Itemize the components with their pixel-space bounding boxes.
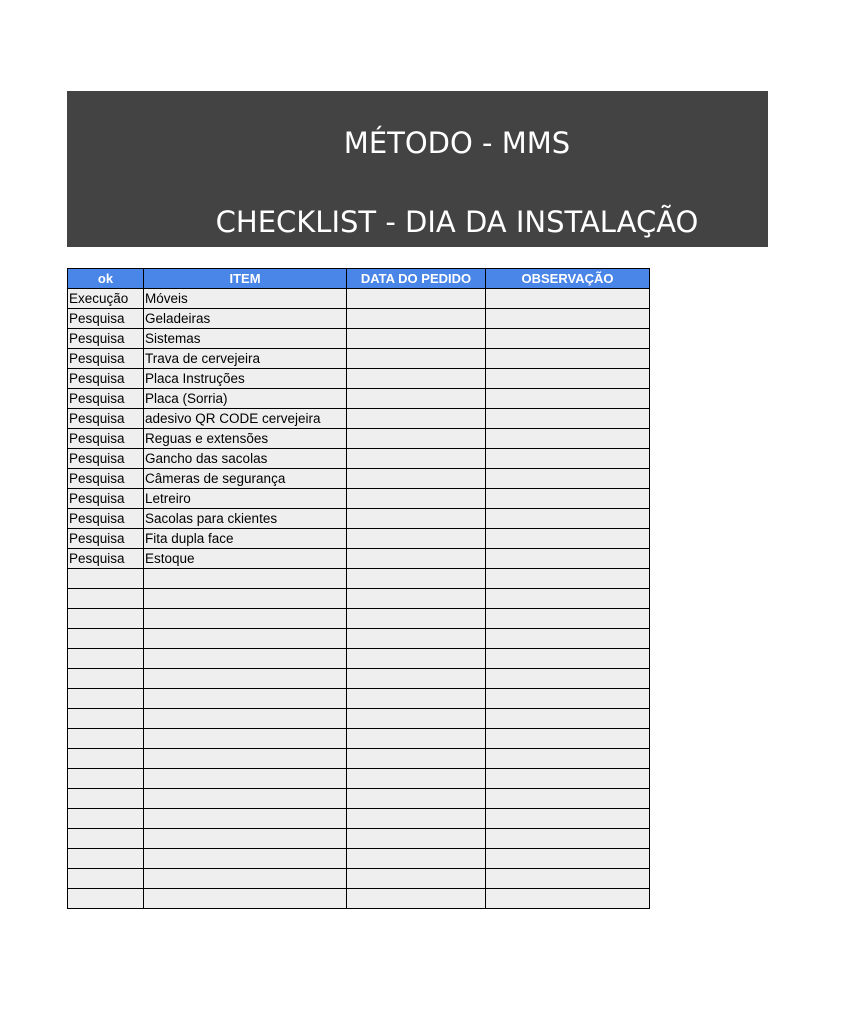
cell-status[interactable] [68, 749, 144, 769]
table-row [68, 729, 650, 749]
cell-status[interactable]: Pesquisa [68, 469, 144, 489]
cell-order-date[interactable] [347, 689, 486, 709]
cell-status[interactable]: Execução [68, 289, 144, 309]
cell-item[interactable]: Estoque [144, 549, 347, 569]
cell-status[interactable] [68, 569, 144, 589]
cell-item[interactable]: Câmeras de segurança [144, 469, 347, 489]
title-clip [67, 91, 699, 247]
cell-observation[interactable] [486, 829, 650, 849]
table-row [68, 369, 650, 389]
cell-order-date[interactable] [347, 649, 486, 669]
cell-observation[interactable] [486, 889, 650, 909]
cell-observation[interactable] [486, 769, 650, 789]
cell-status[interactable] [68, 849, 144, 869]
cell-order-date[interactable] [347, 389, 486, 409]
table-row [68, 469, 650, 489]
cell-status[interactable] [68, 689, 144, 709]
cell-observation[interactable] [486, 649, 650, 669]
cell-item[interactable] [144, 649, 347, 669]
cell-order-date[interactable] [347, 289, 486, 309]
page-subtitle: CHECKLIST - DIA DA INSTALAÇÃO [215, 205, 699, 239]
table-row [68, 489, 650, 509]
cell-item[interactable] [144, 569, 347, 589]
cell-status[interactable]: Pesquisa [68, 349, 144, 369]
cell-order-date[interactable] [347, 469, 486, 489]
page-title: MÉTODO - MMS [343, 126, 571, 160]
cell-order-date[interactable] [347, 569, 486, 589]
checklist-table [67, 268, 650, 909]
cell-observation[interactable] [486, 529, 650, 549]
cell-order-date[interactable] [347, 709, 486, 729]
table-row [68, 389, 650, 409]
cell-item[interactable] [144, 769, 347, 789]
cell-observation[interactable] [486, 729, 650, 749]
cell-item[interactable] [144, 749, 347, 769]
cell-order-date[interactable] [347, 509, 486, 529]
cell-order-date[interactable] [347, 609, 486, 629]
cell-observation[interactable] [486, 629, 650, 649]
cell-order-date[interactable] [347, 409, 486, 429]
title-banner [67, 91, 768, 247]
table-row [68, 849, 650, 869]
cell-status[interactable]: Pesquisa [68, 329, 144, 349]
cell-observation[interactable] [486, 709, 650, 729]
cell-item[interactable]: Placa (Sorria) [144, 389, 347, 409]
cell-order-date[interactable] [347, 889, 486, 909]
cell-status[interactable] [68, 589, 144, 609]
table-body [68, 289, 650, 909]
cell-observation[interactable] [486, 349, 650, 369]
cell-item[interactable] [144, 629, 347, 649]
cell-status[interactable]: Pesquisa [68, 369, 144, 389]
table-row [68, 449, 650, 469]
cell-order-date[interactable] [347, 329, 486, 349]
cell-item[interactable] [144, 849, 347, 869]
cell-item[interactable] [144, 609, 347, 629]
cell-item[interactable]: Letreiro [144, 489, 347, 509]
cell-item[interactable]: Geladeiras [144, 309, 347, 329]
cell-order-date[interactable] [347, 369, 486, 389]
cell-observation[interactable] [486, 329, 650, 349]
cell-observation[interactable] [486, 469, 650, 489]
cell-status[interactable] [68, 649, 144, 669]
cell-observation[interactable] [486, 549, 650, 569]
cell-order-date[interactable] [347, 529, 486, 549]
cell-status[interactable] [68, 829, 144, 849]
table-row [68, 769, 650, 789]
cell-order-date[interactable] [347, 749, 486, 769]
cell-status[interactable] [68, 889, 144, 909]
table-row [68, 649, 650, 669]
table-row [68, 609, 650, 629]
cell-order-date[interactable] [347, 589, 486, 609]
cell-observation[interactable] [486, 309, 650, 329]
cell-item[interactable] [144, 729, 347, 749]
cell-status[interactable] [68, 769, 144, 789]
cell-observation[interactable] [486, 409, 650, 429]
cell-status[interactable]: Pesquisa [68, 549, 144, 569]
cell-status[interactable] [68, 809, 144, 829]
table-row [68, 809, 650, 829]
cell-order-date[interactable] [347, 669, 486, 689]
cell-observation[interactable] [486, 389, 650, 409]
cell-item[interactable] [144, 669, 347, 689]
table-row [68, 349, 650, 369]
cell-item[interactable]: Reguas e extensões [144, 429, 347, 449]
cell-order-date[interactable] [347, 789, 486, 809]
table-header-row [68, 269, 650, 289]
cell-observation[interactable] [486, 569, 650, 589]
table-row [68, 669, 650, 689]
table-row [68, 869, 650, 889]
cell-order-date[interactable] [347, 769, 486, 789]
cell-order-date[interactable] [347, 829, 486, 849]
table-row [68, 409, 650, 429]
column-header-item[interactable]: ITEM [144, 269, 347, 289]
table-row [68, 709, 650, 729]
cell-observation[interactable] [486, 489, 650, 509]
table-row [68, 329, 650, 349]
cell-item[interactable]: Sacolas para ckientes [144, 509, 347, 529]
cell-observation[interactable] [486, 369, 650, 389]
cell-observation[interactable] [486, 849, 650, 869]
cell-status[interactable] [68, 729, 144, 749]
cell-observation[interactable] [486, 749, 650, 769]
cell-status[interactable] [68, 609, 144, 629]
cell-status[interactable]: Pesquisa [68, 389, 144, 409]
cell-observation[interactable] [486, 809, 650, 829]
cell-order-date[interactable] [347, 449, 486, 469]
cell-status[interactable]: Pesquisa [68, 529, 144, 549]
cell-status[interactable] [68, 669, 144, 689]
cell-observation[interactable] [486, 589, 650, 609]
cell-item[interactable] [144, 789, 347, 809]
table-row [68, 789, 650, 809]
cell-item[interactable]: Placa Instruções [144, 369, 347, 389]
table-row [68, 429, 650, 449]
cell-order-date[interactable] [347, 489, 486, 509]
table-row [68, 529, 650, 549]
cell-item[interactable]: Trava de cervejeira [144, 349, 347, 369]
cell-item[interactable] [144, 589, 347, 609]
cell-status[interactable]: Pesquisa [68, 509, 144, 529]
cell-order-date[interactable] [347, 549, 486, 569]
cell-item[interactable] [144, 829, 347, 849]
cell-status[interactable]: Pesquisa [68, 409, 144, 429]
cell-observation[interactable] [486, 669, 650, 689]
cell-item[interactable] [144, 709, 347, 729]
cell-item[interactable] [144, 689, 347, 709]
cell-order-date[interactable] [347, 429, 486, 449]
cell-observation[interactable] [486, 429, 650, 449]
cell-observation[interactable] [486, 609, 650, 629]
cell-status[interactable] [68, 629, 144, 649]
cell-status[interactable]: Pesquisa [68, 429, 144, 449]
cell-item[interactable]: Fita dupla face [144, 529, 347, 549]
cell-observation[interactable] [486, 789, 650, 809]
table-row [68, 309, 650, 329]
cell-item[interactable]: Móveis [144, 289, 347, 309]
column-header-order-date[interactable]: DATA DO PEDIDO [347, 269, 486, 289]
cell-item[interactable] [144, 809, 347, 829]
table-row [68, 829, 650, 849]
column-header-observation[interactable]: OBSERVAÇÃO [486, 269, 650, 289]
table-row [68, 549, 650, 569]
cell-order-date[interactable] [347, 349, 486, 369]
table-row [68, 289, 650, 309]
cell-observation[interactable] [486, 689, 650, 709]
cell-order-date[interactable] [347, 309, 486, 329]
cell-status[interactable] [68, 869, 144, 889]
cell-status[interactable] [68, 709, 144, 729]
cell-status[interactable]: Pesquisa [68, 489, 144, 509]
cell-item[interactable] [144, 869, 347, 889]
cell-order-date[interactable] [347, 629, 486, 649]
table-row [68, 689, 650, 709]
cell-observation[interactable] [486, 289, 650, 309]
cell-status[interactable]: Pesquisa [68, 309, 144, 329]
cell-order-date[interactable] [347, 849, 486, 869]
cell-observation[interactable] [486, 869, 650, 889]
table-row [68, 569, 650, 589]
cell-order-date[interactable] [347, 869, 486, 889]
table-row [68, 589, 650, 609]
table-row [68, 749, 650, 769]
cell-observation[interactable] [486, 449, 650, 469]
cell-order-date[interactable] [347, 729, 486, 749]
cell-item[interactable]: Gancho das sacolas [144, 449, 347, 469]
cell-observation[interactable] [486, 509, 650, 529]
table-row [68, 509, 650, 529]
cell-item[interactable]: adesivo QR CODE cervejeira [144, 409, 347, 429]
cell-status[interactable] [68, 789, 144, 809]
table-row [68, 889, 650, 909]
cell-item[interactable] [144, 889, 347, 909]
cell-status[interactable]: Pesquisa [68, 449, 144, 469]
cell-item[interactable]: Sistemas [144, 329, 347, 349]
cell-order-date[interactable] [347, 809, 486, 829]
column-header-ok[interactable]: ok [68, 269, 144, 289]
table-row [68, 629, 650, 649]
